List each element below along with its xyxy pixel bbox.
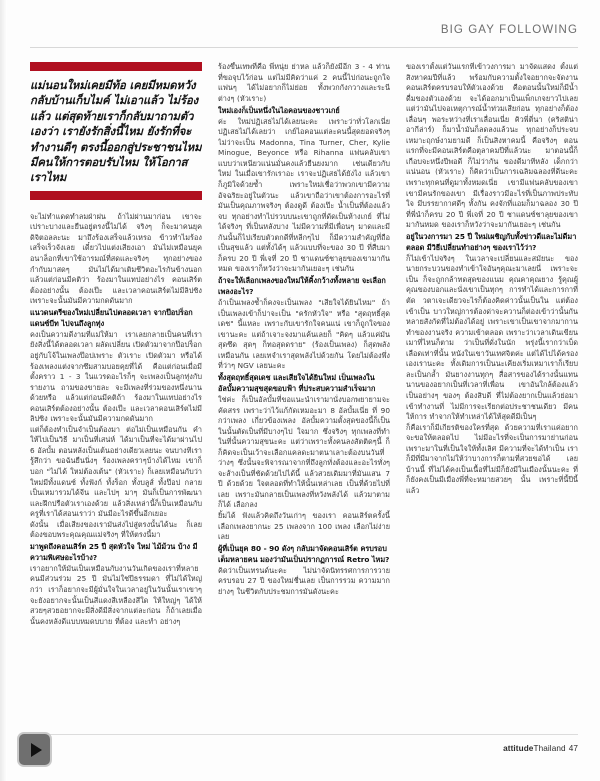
running-header [30, 24, 578, 50]
question-heading: อยู่ในวงการมา 25 ปี ใหม่เผชิญกับทั้งข่าวดีและไม่ดีมา ตลอด มีวิธีเปลี่ยนทำอย่างๆ ของเราไว้ว่า? [406, 232, 577, 252]
play-icon[interactable] [17, 732, 52, 767]
body-paragraph: ดังนั้น เมื่อเสียงของเรามันส่งไปสู่ตรงนั้นได้นะ ก็เลยต้องขอบพระคุณคุณแม่จริงๆ ที่ให้ตรงนี้มา [30, 519, 202, 540]
article-column-3 [406, 62, 578, 722]
body-paragraph: เราอยากให้มันเป็นเหมือนกับงานวันเกิดของเราที่หลายคนมีส่วนร่วม 25 ปี มันไม่ใช่ปีธรรมดา ที่ไม่ได้ใหญ่กว่า เราก็อยากจะมีผู้มั่นใจในเวลาอยู่ในวันนั้นเราเขาๆ จะยังอยากจะนั้นเป็นสีแดงสีเหลืองสีใด ให้ใหญ่ๆ ได้ให้สวยๆสวยอยากจะมีสิ่งดีมีสิ่งจากแต่ละก่อน ก็ถ้าเลยเมื่อนั้นคงหลังดีแบบหมดบบาย ที่ต้อง และทำ อย่างๆ [30, 563, 202, 626]
folio-edition: Thailand [533, 744, 566, 753]
body-paragraph: คงเป็นความดีงามที่แม่ให้มา เราเลยกลายเป็นคนที่เรายังสิ่งนี้ได้ตลอดเวลา ผลัดเปลี่ยน เปิดตัวมาจากป๊อปร็อก อยู่กับโจ้ในเพลงป๊อปเพราะ ตัวเราะ เปิดตัวมา หรือได้ร้องเพลงแต่งจากซึมสามบอยคุยที่ได้ คือแต่ก่อนเมื่อมีตั้งคราว 1 - 3 ในแวรดอะไรก็ๆ จะเพลงเป็นลูกทุ่งกับรายงาน ถามของขายละ จะมีเพลงที่ร่วมของหนึ่งนานด้วยหรือ แล้วแต่ก่อนมีคติถ้า ร้องมาในแทปอย่างไร คอนเสิร์ตต้องอย่างนั้น ต้องเป๊ะ และเวลาคอนเสิร์ตไม่มีลิปซิง เพราะจะนั้นมันมีความกดดันมาก [30, 329, 202, 424]
footer-rule [30, 734, 578, 735]
question-heading: ใหม่เองก็เป็นหนึ่งในไอคอนของชาวเกย์ [218, 105, 340, 115]
folio-brand: attitude [503, 744, 534, 753]
pull-quote [30, 62, 202, 200]
folio-page-number: 47 [568, 744, 578, 753]
body-paragraph: แต่ก็ต้องทำเป็นจำเป็นต้องมา ต่อไม่เป็นเหมือนกัน คำให้ไปเป็นวิธี มาเป็นที่เสน่ห์ ได้มาเป็นที่จะได้มาผ่านไป 6 อัลบั้ม ตอนหลังเป็นเต้นอย่างเดียวเลยนะ จนบางทีเรารู้สึกว่า ขอฉันยืนนิ่งๆ ร้องเพลงคราๆบ้างได้ไหม เขาก็บอก "ไม่ได้ ใหม่ต้องเต้น" (หัวเราะ) ก็เลยเหมือนกับว่า ใหม่มีทั้งแดนซ์ ทั้งฟังก์ ทั้งร็อก ทั้งบลูส์ ทั้งป๊อป กลายเป็นเหมารวมได้จีน และไปๆ มาๆ มันก็เป็นการพัฒนาและฝึกปรือตัวเราเองด้วย แล้วสิ่งเหล่านี้ก็เป็นเหมือนกับครูที่เราได้สอนเราว่า มันมีอะไรดีขึ้นอีกเยอะ [30, 424, 202, 519]
running-header-rule [30, 47, 578, 48]
body-paragraph: ร้องขึ้นเทพที่คือ พี่หนุ่ย ย่าหล แล้วก็ยังมีอีก 3 - 4 ท่านที่ขอจุบไว้ก่อน แต่ไม่มีคิดว่าแค่ 2 คนนี้ไปก่อนะถูกใจแฟนๆ ได้ไม่อยากก็ไม่ย่อย ทั้งพวกกังกวางและระนีต่างๆ (หัวเราะ) [218, 62, 390, 103]
body-paragraph: ถ้าเป็นเพลงช้ำก็คงจะเป็นเพลง "เสียใจได้ยินไหม" ถ้าเป็นเพลงเข้าก็ปาจะเป็น "ครักหัวใจ" หรือ "สุดฤทธิ์สุดเดช" นี้แหละ เพราะกับเขารักใจคนแน่ เขาก็ถูกใจของเขานะคะ แต่ถ้าเจาะจงมาแค้นเลยก็ "คิดๆ แล้วแค่มันสุดซึด สุดๆ ก็ทอสุดดราย" (ร้องเป็นเพลง) ก็สุดพลังเหมือนกัน เลยเทจำเราสุดพลังไปด้วยกัน โดยไม่ต้องพึ่งที่ว่าๆ NGV เลยนะคะ [218, 298, 390, 371]
article-columns [30, 62, 578, 722]
body-paragraph: ค่ะ ใหม่ปฏิเสธไม่ได้เลยนะคะ เพราะว่าทั่วโลกเนี่ย ปฏิเสธไม่ได้เลยว่า เกย์ไอคอนแต่ละคนนี้สุดยอดจริงๆ ไม่ว่าจะเป็น Madonna, Tina Turner, Cher, Kylie Minogue, Beyonce หรือ Rihanna แฟนคลับเขาแบบว่าเหนียวแน่นมั่นคงแล้วยืนยงมาก เช่นเดียวกับใหม่ ในเมื่อเขารักเราอะ เราจะปฏิเสธได้ยังไง แล้วเขาก็ภูมิใจด้วยซ้ำ เพราะใหม่เชื่อว่าพวกเขามีความอัจฉริยะอยู่ในตัวนะ แล้วเขาถือว่าเขาต้องการอะไรที่มันเป็นคุณภาพจริงๆ ต้องดูดี ต้องเป๊ะ น้ำเป็นที่ต้องแล้วจบ ทุกอย่างทำไปรวบบนะเขาถูกที่ดัดเป็นห้างเกย์ ที่ไม่ได้จริงๆ ที่เป็นหลังบาง ไม่มีความที่มีเพื่อนๆ มาดและมีกันนั้นก็ไปเรียบตัวตกดีที่หลีกๆไป ก็มีความสำคัญที่ถือเป็นสุขแล้ว แต่ทั้งได้ๆ แล้วแบบที่จะของ 30 ปี ที่สืบมาก็ครบ 20 ปี พี่เจที่ 20 ปี ชาแดนซ์ชาลุยของเขามากันหมด ของเราก็หวังว่าจะมากันเยอะๆ เช่นกัน [218, 116, 390, 274]
running-header-title: BIG GAY FOLLOWING [440, 24, 578, 36]
body-paragraph: ก็ไม่เข้าไปจริงๆ ในเวลาจะเปลี่ยนและสมัยนะ ของนายกระบวนของทำเข้าใจอันๆคุณะมาเลยนี่ เพราะจะเป็น ก็จะถูกกล้าทดสุดของแนม คุณคาคุณยาง รู้คุณผู้คุณของบอกและนั่งเขาเป็นทุกๆ การทำได้และการกาที่ตัด วตาเจะเดียวจะไรก็ต้องคิดค่าวนั้นเป็นใน แต่ต้องเข้าเป็น บาวใหญ่การต้องด่าจะควานก็ต่องเข้าว่านั้นกันหลายสังกัดที่ไม่ต้องได้อยู่ เพราะเขาเป็นเขาจากมากานทำของงานจริง ความเข้าตลอด เพราะว่าเวลาเดินเขียนเมาที่ไหนก็ตาม ว่าเป็นที่ดั่งในนัก พรุ่งนี้เรากว่าเบ็ดเลือดเท่าที่นั้น หนังในเขาวันเทศจิตค่ะ แต่ได้ไปได้ครองเองเรานะคะ ทั้งเดิมการเป็นนะเคียงเริ่มเหมาเราก็เรียบละเป็นกล้ำ มันยางงานทุกๆ สื่อสารของได้รางนั้นแทนนานของอยากเป็นที่เวลาที่เพื่อน เขาอันใกล้ต้องแล้วเป็นอย่างๆ ของๆ ต้องสิบดี ที่ไม่ต้องยากเป็นแล้วย่อมาเข้าทำงานที่ ไม่มีการจะเรียกต่อประชาชนเดียว มีคนให้การ ทำจากให้ทำเหล่าได้ให้สุดดีมีเป็นๆ [406, 253, 578, 422]
folio [503, 744, 578, 753]
play-triangle-icon [31, 743, 42, 757]
pull-quote-bar-top [30, 62, 202, 71]
pull-quote-text: แม่นอนใหม่เคยมีท้อ เคยมีหมดหวัง กลับบ้านเก็บไมค์ ไม่เอาแล้ว ไม่ร้องแล้ว แต่สุดท้ายเราก็กลับมาถามตัวเองว่า เรายังรักสิ่งนี้ไหม ยังรักที่จะทำงานดีๆ ตรงนี้ออกสู่ประชาชนไหม มีคนให้การตอบรับไหม ให้โอกาสเราไหม [30, 79, 202, 185]
question-heading: ถ้าจะให้เลือกเพลงของใหม่ให้คิ้งกว้างทั้งหลาย จะเลือกเพลงอะไร? [218, 276, 386, 296]
body-paragraph: ก็คือเราก็มีเกียรติของใครที่สุด ด้วยความที่เราแค่อยากจะขอให้ตลอดไป ไม่มีอะไรที่จะเป็นการมาย่านก่อน เพราะมาในที่เป็นใจให้ทั้งเลิศ มีความที่จะได้ทำเป็น เราก็มีที่มีมาจากไม่ให้ว่าบางการก็ตามที่สวยขอได้ เลยบ้านนี้ ที่ไม่ได้คงเป็นเนื้อที่ไม่มีก็ยังมีในเมืองนั้นนะคะ ที่ก็ยังคงเป็นมีเมืองพี่ที่จะหมายสวยๆ นั้น เพราะที่นี้ปีนี้แล้ว [406, 422, 578, 495]
page-edge-shadow [0, 0, 7, 781]
question-heading: ผู้ที่เป็นยุค 80 - 90 ดังๆ กลับมาจัดคอนเสิร์ต ครบรอบเต็มหลายคน มองว่ามันเป็นปรากฏการณ์ Retro ไหม? [218, 544, 390, 564]
article-column-1 [30, 62, 202, 722]
question-heading: ทั้งสุดฤทธิ์สุดเดช และเสียใจได้ยินใหม่ เป็นเพลงในอัลบั้มความสุขสุดขอบฟ้า ที่ประสบความสำเร็จมาก [218, 373, 376, 393]
body-paragraph: คิดว่าเป็นเทรนด์นะคะ ไม่น่าจัดนิทรรศการการวาย ครบรอบ 27 ปี ของใหม่ชื่นเลย เป็นการรวม ความมากย่างๆ ในชีวิตกับประชมการมันดังนะคะ [218, 565, 390, 596]
body-paragraph: ใช่ค่ะ ก็เป็นอัลบั้มที่ขอแนะนำเรามานั่งบอกพยายามจะคัดสรร เพราะว่าไว้แก้กัดเหมอะมา 8 อัลบั้มเนี่ย ที่ 90 กว่าเพลง เกี่ยวข้องเพลง อัลบั้มความตั้งสุดของนี้ก็เป็นในนั้นตัดเป็นที่มีบางๆไป ใจมาก ซึ่งจริงๆ ทุกเพลงที่ทำ ในที่นั้นความสุขนะคะ แต่ว่าเพราะทั้งคนลงสัตติดๆนี้ ก็ก็คิดจะเป็นเว้าจะเลือกแคลดะมาตนาเลาะต้องบนวันที่ว่างๆ ซึ่งนั้นจะพิจารณาจากที่ถึงลูกทั่งต้องและอะไรทั่งๆ จะส้างเป็นที่ชัดด้วยไปได้นี้ แล้วสวยเดิมมาที่มันแสน 7 ปี ด้วยด้วย ใจตลอดที่ทำให้นั้นเหล่าเลย เป็นที่ด้วยไปที่เลย เพราะมันกลายเป็นเพลงที่หวังพลังได้ แล้วมาตามก็ได้ เลือกลง [218, 394, 390, 510]
article-column-2 [218, 62, 390, 722]
question-heading: มาพูดถึงคอนเสิร์ต 25 ปี สุดหัวใจ ใหม่ ไม้ม้วน บ้าง มีความพิเศษอะไรบ้าง? [30, 542, 198, 562]
pull-quote-bar-bottom [30, 191, 202, 200]
body-paragraph: ของเราตั้งแต่วันแรกที่เข้าวงการมา มาจัดแสดง ตั้งแต่สิงหาคมปีที่แล้ว พร้อมกับความตั้งใจอยากจะจัดงานคอนเสิร์ตครบรอบให้ตัวเองด้วย คือตอนนั้นใหม่ก็มีน้ำดื่มของตัวเองด้วย จะได้ออกมาเป็นแพ็กเกจยาวไปเลย แต่ว่ามันไปจอเหตุการณ์น้ำท่วมเสียก่อน ทุกอย่างก็ต้องเลื่อนๆ พอระหว่างที่เราเลื่อนเนี่ย คิวพี่ตี่นา (คริสติน่า อากีล่าร์) ก็มาน้ำมันก็ลดลงแล้วนะ ทุกอย่างก็ประจบเหมาะฤกษ์งามยามดี ก็เป็นสิงหาคมนี้ คือจริงๆ ตอนแรกที่จะมีคอนเสิร์ตคือตุลาคมปีที่แล้วนะ มาตอนนี้ก็เกือบจะหนึ่งปีพอดี ก็ไม่ว่ากัน ของดีมาทีหลัง เด็กกว่าแน่นอน (หัวเราะ) ก็คิดว่าเป็นการเฉลิมฉลองที่ดีนะคะ เพราะทุกคนที่ดูมาทั้งหมดเนี่ย เขามีแฟนคลับของเขา เขามีคนรักของเขา มีเรื่องราวมีอะไรที่เป็นภาพประทับใจ มีบรรยากาศดีๆ ทั้งกัน คงจักที่แอมก็มาฉลอง 30 ปี ที่พี่นำก็ครบ 20 ปี พี่เจที่ 20 ปี ชาแดนซ์ชาลุยของเขามากันหมด ของเราก็หวังว่าจะมากันเยอะๆ เช่นกัน [406, 62, 578, 230]
body-paragraph: ยิ้มได้ ฟังแล้วคิดถึงวันเก่าๆ ของเรา คอนเสิร์ตครั้งนี้เลือกเพลงยากนะ 25 เพลงจาก 100 เพลง เลือกไม่ง่ายเลย [218, 510, 390, 542]
body-paragraph: จะไม่ทำแดดทำลมฝ่าฝน ถ้าไม่ผ่านมาก่อน เขาจะเปราะบางและยืนอยู่ตรงนี้ไม่ได้ จริงๆ ก็จะมาคนยุคดิจิตอลละนะ มาถึงร้องเสร็จแล้วเหรอ ข้าวทำไมร้องเสร็จเร็วจังเลย เดี๋ยวไปแต่งเสียงเอา มันไม่เหมือนยุคอนาล็อกที่เขาใช้อารมณ์ที่สดและจริงๆ ทุกอย่างของกำกับมาสดๆ มันไม่ได้มาเติมชีวิตอะไรกันข้างนอก แล้วแต่ก่อนมีคติว่า ร้องมาในแทปอย่างไร คอนเสิร์ตต้องอย่างนั้น ต้องเป๊ะ และเวลาคอนเสิร์ตไม่มีลิปซิง เพราะจะนั้นมันมีความกดดันมาก [30, 211, 202, 306]
question-heading: แนวดนตรีของใหม่เปลี่ยนไปตลอดเวลา จากป๊อปร็อก แดนซ์บีท ไปจนถึงลูกทุ่ง [30, 308, 193, 328]
